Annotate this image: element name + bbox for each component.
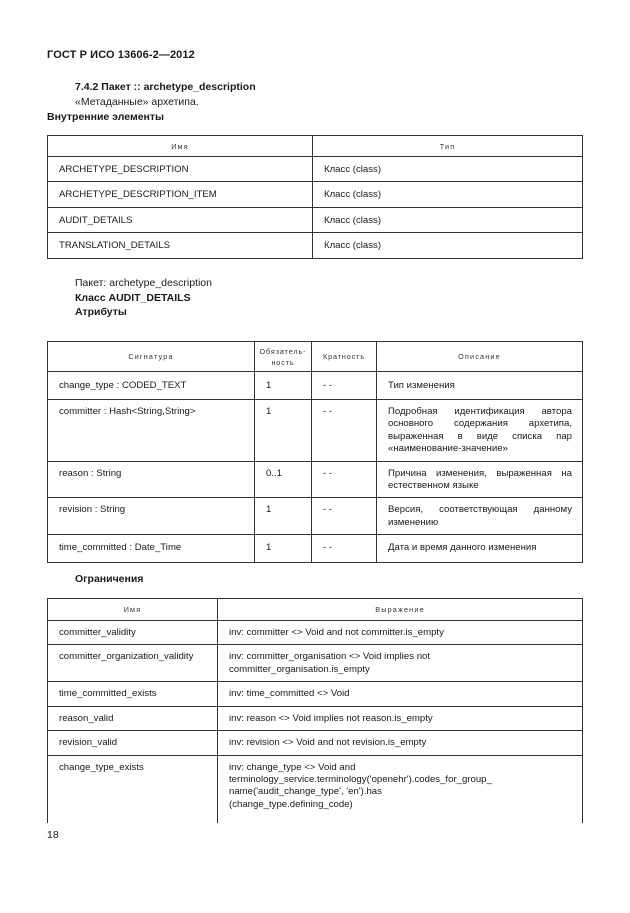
attr-signature: reason : String xyxy=(48,461,255,498)
table-row xyxy=(48,461,583,498)
class-title: Класс AUDIT_DETAILS xyxy=(75,292,191,304)
attr-multiplicity: - - xyxy=(312,400,377,462)
table-row xyxy=(48,682,583,706)
table-row xyxy=(48,755,583,823)
element-type: Класс (class) xyxy=(313,207,583,232)
table-row xyxy=(48,207,583,232)
attr-multiplicity: - - xyxy=(312,372,377,400)
element-name: TRANSLATION_DETAILS xyxy=(48,233,313,258)
attr-multiplicity: - - xyxy=(312,461,377,498)
expression-line: inv: revision <> Void and not revision.is_empty xyxy=(229,737,427,749)
attr-mandatory: 1 xyxy=(255,498,312,535)
attr-mandatory: 1 xyxy=(255,400,312,462)
table-row xyxy=(48,731,583,755)
constraint-expression xyxy=(218,645,583,682)
col-header-expression: Выражение xyxy=(218,599,583,621)
attr-description: Дата и время данного изменения xyxy=(377,535,583,563)
constraint-name: change_type_exists xyxy=(48,755,218,823)
section-subtitle: «Метаданные» архетипа. xyxy=(75,96,199,108)
attr-mandatory: 0..1 xyxy=(255,461,312,498)
attr-mandatory: 1 xyxy=(255,535,312,563)
col-header-mandatory-line1: Обязатель- xyxy=(259,346,307,356)
constraints-table xyxy=(47,598,583,823)
element-name: ARCHETYPE_DESCRIPTION_ITEM xyxy=(48,182,313,207)
constraint-name: committer_organization_validity xyxy=(48,645,218,682)
package-label: Пакет: archetype_description xyxy=(75,277,212,289)
constraint-expression xyxy=(218,755,583,823)
attr-description: Тип изменения xyxy=(377,372,583,400)
element-type: Класс (class) xyxy=(313,233,583,258)
constraint-name: reason_valid xyxy=(48,706,218,730)
table-row xyxy=(48,372,583,400)
expression-line: inv: time_committed <> Void xyxy=(229,688,350,700)
section-heading: 7.4.2 Пакет :: archetype_description xyxy=(75,81,256,93)
col-header-signature: Сигнатура xyxy=(48,342,255,372)
table-row xyxy=(48,706,583,730)
attr-signature: time_committed : Date_Time xyxy=(48,535,255,563)
col-header-type: Тип xyxy=(313,136,583,157)
col-header-name: Имя xyxy=(48,136,313,157)
col-header-description: Описание xyxy=(377,342,583,372)
table-row xyxy=(48,157,583,182)
constraint-expression xyxy=(218,682,583,706)
elements-table xyxy=(47,135,583,259)
attributes-title: Атрибуты xyxy=(75,306,127,318)
element-type: Класс (class) xyxy=(313,157,583,182)
table-row xyxy=(48,182,583,207)
attr-signature: change_type : CODED_TEXT xyxy=(48,372,255,400)
col-header-mandatory xyxy=(255,342,312,372)
constraint-name: revision_valid xyxy=(48,731,218,755)
attr-description: Причина изменения, выраженная на естественном языке xyxy=(377,461,583,498)
col-header-mandatory-line2: ность xyxy=(271,357,295,367)
table-row xyxy=(48,233,583,258)
attributes-table xyxy=(47,341,583,563)
attr-multiplicity: - - xyxy=(312,498,377,535)
table-row xyxy=(48,498,583,535)
expression-line: committer_organisation.is_empty xyxy=(229,663,370,675)
table-row xyxy=(48,645,583,682)
expression-line: inv: committer <> Void and not committer.is_empty xyxy=(229,627,444,638)
element-name: ARCHETYPE_DESCRIPTION xyxy=(48,157,313,182)
inner-elements-title: Внутренние элементы xyxy=(47,111,165,123)
document-header: ГОСТ Р ИСО 13606-2—2012 xyxy=(47,49,195,61)
expression-line: name('audit_change_type', 'en').has xyxy=(229,786,382,798)
page-number: 18 xyxy=(47,829,59,841)
table-row xyxy=(48,535,583,563)
constraint-name: time_committed_exists xyxy=(48,682,218,706)
constraint-expression xyxy=(218,731,583,755)
element-name: AUDIT_DETAILS xyxy=(48,207,313,232)
expression-line: inv: committer_organisation <> Void implies not xyxy=(229,651,431,663)
attr-description: Подробная идентификация автора основного содержания архетипа, выраженная в виде списка пар «наименование-значение» xyxy=(377,400,583,462)
attr-signature: committer : Hash<String,String> xyxy=(48,400,255,462)
attr-description: Версия, соответствующая данному изменению xyxy=(377,498,583,535)
col-header-multiplicity: Кратность xyxy=(312,342,377,372)
constraint-expression xyxy=(218,706,583,730)
attr-mandatory: 1 xyxy=(255,372,312,400)
col-header-constraint-name: Имя xyxy=(48,599,218,621)
expression-line: terminology_service.terminology('openehr').codes_for_group_ xyxy=(229,774,492,786)
constraint-name: committer_validity xyxy=(48,621,218,645)
expression-line: inv: reason <> Void implies not reason.is_empty xyxy=(229,712,433,724)
attr-multiplicity: - - xyxy=(312,535,377,563)
table-row xyxy=(48,400,583,462)
constraints-title: Ограничения xyxy=(75,573,144,585)
attr-signature: revision : String xyxy=(48,498,255,535)
constraint-expression xyxy=(218,621,583,645)
element-type: Класс (class) xyxy=(313,182,583,207)
table-row xyxy=(48,621,583,645)
expression-line: (change_type.defining_code) xyxy=(229,798,353,810)
expression-line: inv: change_type <> Void and xyxy=(229,761,356,773)
